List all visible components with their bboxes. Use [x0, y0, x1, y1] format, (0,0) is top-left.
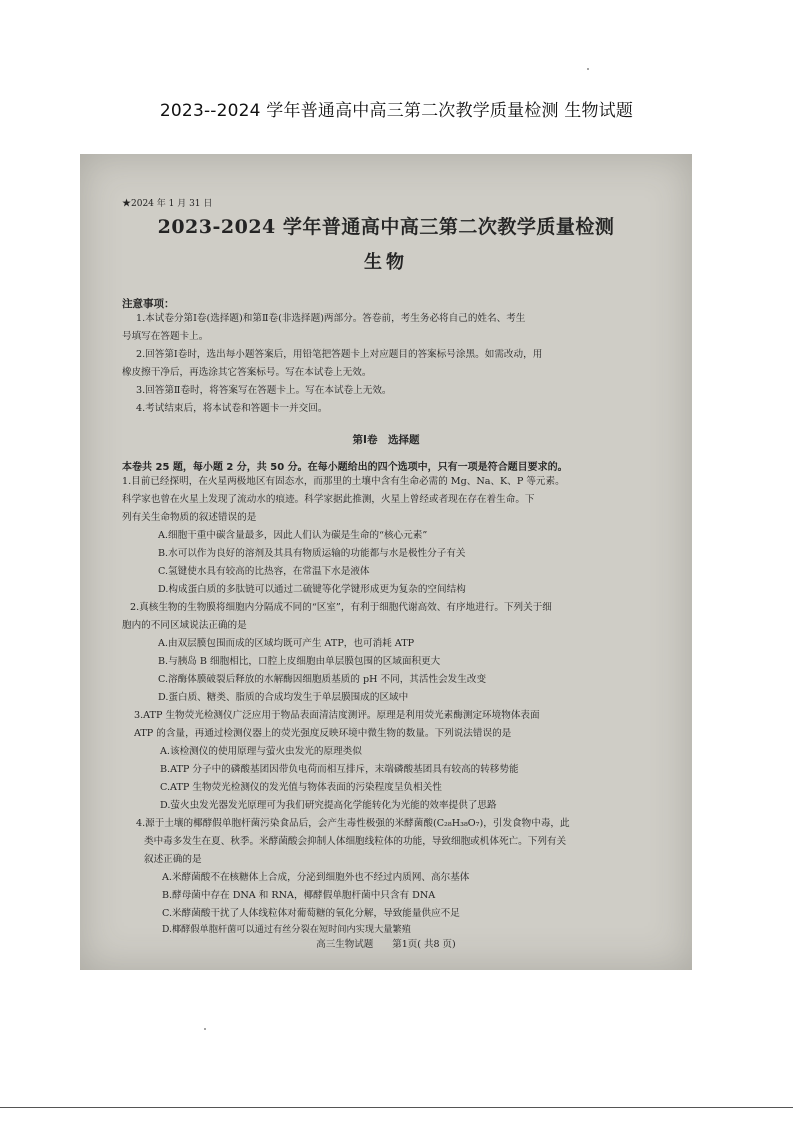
page-title: 2023--2024 学年普通高中高三第二次教学质量检测 生物试题	[159, 101, 634, 121]
note-line: 号填写在答题卡上。	[122, 331, 209, 342]
question-1-option: A.细胞干重中碳含量最多，因此人们认为碳是生命的“核心元素”	[158, 530, 428, 541]
question-1-text: 1.目前已经探明，在火星两极地区有固态水，而那里的土壤中含有生命必需的 Mg、Na、K、P 等元素。	[122, 476, 565, 487]
exam-title: 2023-2024 学年普通高中高三第二次教学质量检测	[157, 216, 615, 238]
note-line: 2.回答第Ⅰ卷时，选出每小题答案后，用铅笔把答题卡上对应题目的答案标号涂黑。如需改动，用	[136, 349, 543, 360]
exam-date: ★2024 年 1 月 31 日	[122, 199, 213, 209]
question-4-text: 类中毒多发生在夏、秋季。米酵菌酸会抑制人体细胞线粒体的功能，导致细胞或机体死亡。下列有关	[144, 836, 567, 847]
question-4-option: D.椰酵假单胞杆菌可以通过有丝分裂在短时间内实现大量繁殖	[162, 924, 411, 935]
scanned-exam-page	[80, 154, 692, 970]
speck	[204, 1028, 206, 1030]
question-1-option: D.构成蛋白质的多肽链可以通过二硫键等化学键形成更为复杂的空间结构	[158, 584, 466, 595]
notes-heading: 注意事项：	[122, 298, 175, 310]
question-4-option: B.酵母菌中存在 DNA 和 RNA，椰酵假单胞杆菌中只含有 DNA	[162, 890, 436, 901]
question-1-text: 科学家也曾在火星上发现了流动水的痕迹。科学家据此推测，火星上曾经或者现在存在着生命。下	[122, 494, 535, 505]
note-line: 4.考试结束后，将本试卷和答题卡一并交回。	[136, 403, 328, 414]
question-2-option: C.溶酶体膜破裂后释放的水解酶因细胞质基质的 pH 不同，其活性会发生改变	[158, 674, 487, 685]
note-line: 3.回答第Ⅱ卷时，将答案写在答题卡上。写在本试卷上无效。	[136, 385, 392, 396]
question-3-text: ATP 的含量，再通过检测仪器上的荧光强度反映环境中微生物的数量。下列说法错误的是	[134, 728, 512, 739]
question-3-option: A.该检测仪的使用原理与萤火虫发光的原理类似	[160, 746, 362, 757]
section-title: 第Ⅰ卷 选择题	[352, 434, 420, 446]
question-4-text: 4.源于土壤的椰酵假单胞杆菌污染食品后，会产生毒性极强的米酵菌酸(C₂₈H₃₈O₇)，引发食物中毒，此	[136, 818, 570, 829]
question-1-text: 列有关生命物质的叙述错误的是	[122, 512, 257, 523]
question-1-option: B.水可以作为良好的溶剂及其具有物质运输的功能都与水是极性分子有关	[158, 548, 466, 559]
question-3-option: C.ATP 生物荧光检测仪的发光值与物体表面的污染程度呈负相关性	[160, 782, 442, 793]
question-2-text: 2.真核生物的生物膜将细胞内分隔成不同的“区室”，有利于细胞代谢高效、有序地进行。下列关于细	[130, 602, 552, 613]
note-line: 1.本试卷分第Ⅰ卷(选择题)和第Ⅱ卷(非选择题)两部分。答卷前，考生务必将自己的姓名、考生	[136, 313, 526, 324]
question-3-option: D.萤火虫发光器发光原理可为我们研究提高化学能转化为光能的效率提供了思路	[160, 800, 497, 811]
note-line: 橡皮擦干净后，再选涂其它答案标号。写在本试卷上无效。	[122, 367, 372, 378]
question-3-option: B.ATP 分子中的磷酸基团因带负电荷而相互排斥，末端磷酸基团具有较高的转移势能	[160, 764, 519, 775]
speck	[587, 68, 589, 70]
exam-subject: 生物	[364, 252, 408, 273]
question-4-option: C.米酵菌酸干扰了人体线粒体对葡萄糖的氧化分解，导致能量供应不足	[162, 908, 460, 919]
bottom-rule	[0, 1107, 793, 1108]
page-footer: 高三生物试题 第1页( 共8 页)	[316, 939, 456, 950]
question-1-option: C.氢键使水具有较高的比热容，在常温下水是液体	[158, 566, 370, 577]
question-2-option: A.由双层膜包围而成的区域均既可产生 ATP，也可消耗 ATP	[158, 638, 415, 649]
question-2-option: D.蛋白质、糖类、脂质的合成均发生于单层膜围成的区域中	[158, 692, 409, 703]
question-3-text: 3.ATP 生物荧光检测仪广泛应用于物品表面清洁度测评。原理是利用荧光素酶测定环境物体表面	[134, 710, 540, 721]
question-2-option: B.与胰岛 B 细胞相比，口腔上皮细胞由单层膜包围的区域面积更大	[158, 656, 441, 667]
question-2-text: 胞内的不同区域说法正确的是	[122, 620, 247, 631]
question-4-text: 叙述正确的是	[144, 854, 202, 865]
question-4-option: A.米酵菌酸不在核糖体上合成，分泌到细胞外也不经过内质网、高尔基体	[162, 872, 470, 883]
section-instructions: 本卷共 25 题，每小题 2 分，共 50 分。在每小题给出的四个选项中，只有一项是符合题目要求的。	[122, 462, 568, 473]
